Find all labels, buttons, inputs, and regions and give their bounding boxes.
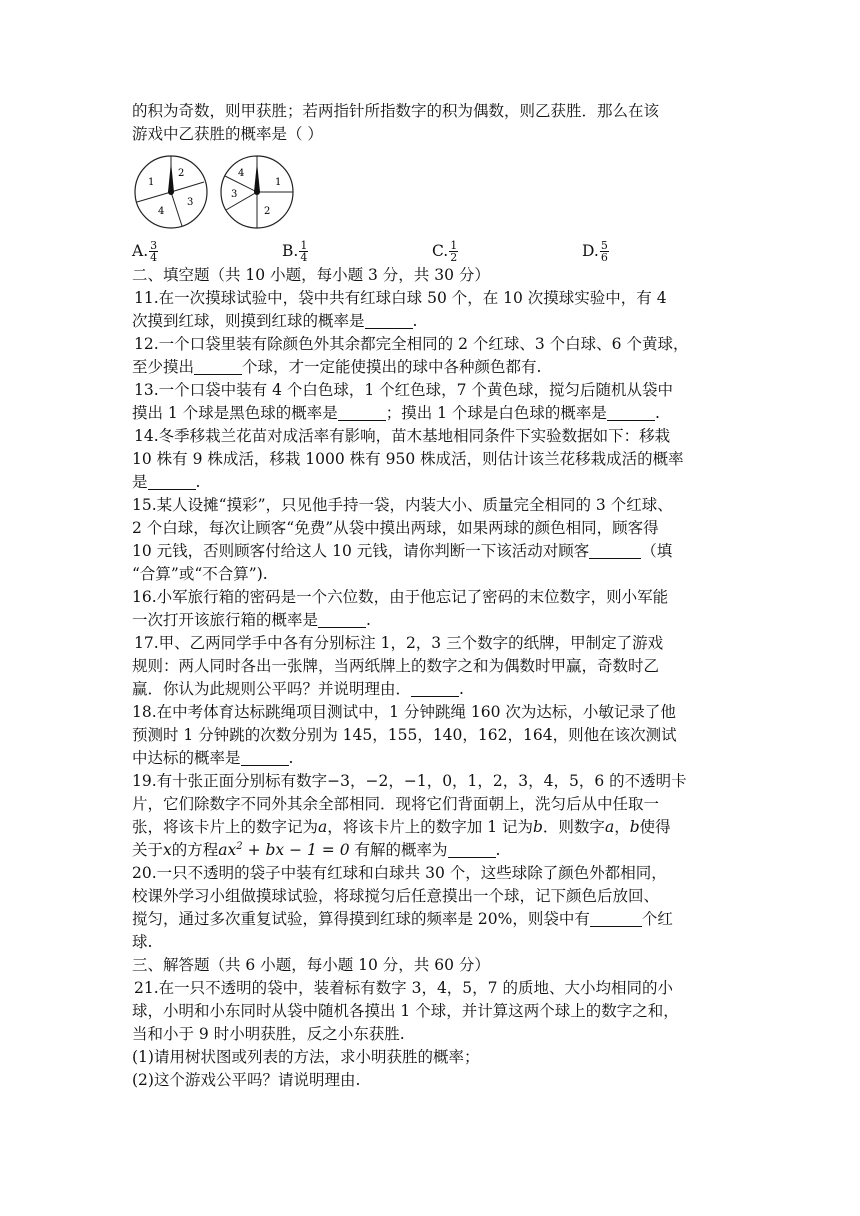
q13-text2: ；摸出 1 个球是白色球的概率是 <box>385 404 607 422</box>
q14-text: 是 <box>132 473 148 491</box>
q19-end: . <box>495 841 501 859</box>
q20-line3 <box>132 908 732 931</box>
option-d-num: 5 <box>600 238 608 252</box>
option-a-fraction <box>149 240 158 263</box>
option-d <box>582 240 732 263</box>
q17-blank <box>411 679 459 697</box>
q15-line4: “合算”或“不合算”). <box>132 565 268 583</box>
q11-blank <box>365 311 413 329</box>
spinner-2 <box>218 152 296 230</box>
option-c-den: 2 <box>450 250 458 264</box>
option-b-fraction <box>299 240 308 263</box>
option-b-letter: B. <box>282 241 299 260</box>
q10-options <box>132 238 732 264</box>
q18-line1: 18.在中考体育达标跳绳项目测试中，1 分钟跳绳 160 次为达标，小敏记录了他 <box>132 703 676 721</box>
q20-line1: 20.一只不透明的袋子中装有红球和白球共 30 个，这些球除了颜色外都相同， <box>132 864 667 882</box>
q15-blank <box>589 541 641 559</box>
q14-line2: 10 株有 9 株成活，移栽 1000 株有 950 株成活，则估计该兰花移栽成活的概率 <box>132 450 684 468</box>
q21-line3: 当和小于 9 时小明获胜，反之小东获胜. <box>132 1025 405 1043</box>
q14-blank <box>148 472 196 490</box>
spinner1-label-4: 4 <box>158 206 165 217</box>
q15-text: 10 元钱，否则顾客付给这人 10 元钱，请你判断一下该活动对顾客 <box>132 542 590 560</box>
q18-text: 中达标的概率是 <box>132 749 241 767</box>
q13-blank-1 <box>338 403 386 421</box>
option-c-num: 1 <box>450 238 458 252</box>
q14-line3 <box>132 471 732 494</box>
option-d-den: 6 <box>600 250 608 264</box>
q15-line3 <box>132 540 732 563</box>
q17-end: . <box>459 680 464 698</box>
q18-blank <box>241 748 289 766</box>
spinner2-label-4: 4 <box>238 168 245 179</box>
spinner2-label-2: 2 <box>264 206 271 217</box>
option-a-num: 3 <box>150 238 158 252</box>
q17-line2: 规则：两人同时各出一张牌，当两纸牌上的数字之和为偶数时甲赢，奇数时乙 <box>132 657 660 675</box>
option-a <box>132 240 282 263</box>
q11-line1: 11.在一次摸球试验中，袋中共有红球白球 50 个，在 10 次摸球实验中，有 4 <box>134 289 667 307</box>
spinner2-label-3: 3 <box>231 189 238 200</box>
q19-text1: 张，将该卡片上的数字记为 <box>132 818 319 836</box>
exam-page <box>132 100 732 1092</box>
option-a-den: 4 <box>150 250 158 264</box>
q14-end: . <box>195 473 201 491</box>
q20-line4: 球. <box>132 933 153 951</box>
q19-eq-ax: ax <box>218 841 237 859</box>
option-c-letter: C. <box>432 241 449 260</box>
spinner1-label-1: 1 <box>148 177 155 188</box>
q13-line2 <box>132 402 732 425</box>
q15-fill-hint: （填 <box>641 542 673 560</box>
q13-blank-2 <box>607 403 655 421</box>
q19-text4: 使得 <box>639 818 671 836</box>
q19-var-x: x <box>163 841 172 859</box>
spinner2-label-1: 1 <box>275 177 282 188</box>
spinner1-label-3: 3 <box>187 197 194 208</box>
q19-line3 <box>132 816 732 839</box>
section-2-heading: 二、填空题（共 10 小题，每小题 3 分，共 30 分） <box>132 266 490 284</box>
q15-line2: 2 个白球，每次让顾客“免费”从袋中摸出两球，如果两球的颜色相同，顾客得 <box>132 519 659 537</box>
spinner-1 <box>132 152 210 230</box>
option-a-letter: A. <box>132 241 149 260</box>
q12-text: 至少摸出 <box>132 358 195 376</box>
q20-blank <box>590 909 642 927</box>
q21-line1: 21.在一只不透明的袋中，装着标有数字 3，4，5，7 的质地、大小均相同的小 <box>134 979 673 997</box>
q20-text2: 个红 <box>641 910 673 928</box>
q20-line2: 校课外学习小组做摸球试验，将球搅匀后任意摸出一个球，记下颜色后放回、 <box>132 887 660 905</box>
q16-blank <box>318 610 366 628</box>
spinner-figures <box>132 152 732 234</box>
q18-end: . <box>288 749 294 767</box>
q19-line2: 片，它们除数字不同外其余全部相同．现将它们背面朝上，洗匀后从中任取一 <box>132 795 660 813</box>
q19-eq-rest: + bx − 1 = 0 <box>242 841 350 859</box>
q13-line1: 13.一个口袋中装有 4 个白色球，1 个红色球，7 个黄色球，搅匀后随机从袋中 <box>134 381 673 399</box>
q19-text6: 的方程 <box>171 841 219 859</box>
q13-text1: 摸出 1 个球是黑色球的概率是 <box>132 404 338 422</box>
q16-line2 <box>132 609 732 632</box>
q19-eq-exp: 2 <box>236 840 243 852</box>
option-d-letter: D. <box>582 241 599 260</box>
q11-end: . <box>412 312 418 330</box>
q19-var-a: a <box>318 818 328 836</box>
q21-part2: (2)这个游戏公平吗？请说明理由. <box>132 1071 361 1089</box>
q17-line1: 17.甲、乙两同学手中各有分别标注 1，2，3 三个数字的纸牌，甲制定了游戏 <box>134 634 664 652</box>
q16-text: 一次打开该旅行箱的概率是 <box>132 611 319 629</box>
option-b <box>282 240 432 263</box>
q19-text5: 关于 <box>132 841 164 859</box>
q16-line1: 16.小军旅行箱的密码是一个六位数，由于他忘记了密码的末位数字，则小军能 <box>132 588 669 606</box>
q11-text: 次摸到红球，则摸到红球的概率是 <box>132 312 365 330</box>
q20-text: 搅匀，通过多次重复试验，算得摸到红球的频率是 20%，则袋中有 <box>132 910 590 928</box>
q12-line1: 12.一个口袋里装有除颜色外其余都完全相同的 2 个红球、3 个白球、6 个黄球， <box>134 335 689 353</box>
q17-line3 <box>132 678 732 701</box>
q14-line1: 14.冬季移栽兰花苗对成活率有影响，苗木基地相同条件下实验数据如下：移栽 <box>134 427 671 445</box>
q19-var-b-2: b <box>629 818 640 836</box>
section-3-heading: 三、解答题（共 6 小题，每小题 10 分，共 60 分） <box>132 956 490 974</box>
q10-stem-line1: 的积为奇数，则甲获胜；若两指针所指数字的积为偶数，则乙获胜．那么在该 <box>132 102 660 120</box>
q11-line2 <box>132 310 732 333</box>
q19-equation <box>218 841 349 859</box>
q19-var-b: b <box>532 818 543 836</box>
option-b-den: 4 <box>300 250 308 264</box>
q21-part1: (1)请用树状图或列表的方法，求小明获胜的概率； <box>132 1048 480 1066</box>
option-d-fraction <box>600 240 609 263</box>
q19-text2: ，将该卡片上的数字加 1 记为 <box>327 818 533 836</box>
q19-line4 <box>132 839 732 862</box>
q19-blank <box>448 840 496 858</box>
q12-blank <box>194 357 242 375</box>
spinner1-label-2: 2 <box>178 168 185 179</box>
q13-end: . <box>654 404 660 422</box>
q21-line2: 球，小明和小东同时从袋中随机各摸出 1 个球，并计算这两个球上的数字之和， <box>132 1002 679 1020</box>
q19-text7: 有解的概率为 <box>349 841 448 859</box>
q18-line2: 预测时 1 分钟跳的次数分别为 145，155，140，162，164，则他在该次测试 <box>132 726 677 744</box>
q19-comma: ， <box>614 818 630 836</box>
q19-var-a-2: a <box>604 818 615 836</box>
q19-line1: 19.有十张正面分别标有数字−3，−2，−1，0，1，2，3，4，5，6 的不透明卡 <box>132 772 687 790</box>
q15-line1: 15.某人设摊“摸彩”，只见他手持一袋，内装大小、质量完全相同的 3 个红球、 <box>132 496 673 514</box>
option-c <box>432 240 582 263</box>
option-c-fraction <box>449 240 458 263</box>
q12-line2 <box>132 356 732 379</box>
option-b-num: 1 <box>300 238 308 252</box>
q12-end: 个球，才一定能使摸出的球中各种颜色都有. <box>242 358 542 376</box>
q19-text3: ．则数字 <box>542 818 605 836</box>
q16-end: . <box>366 611 371 629</box>
q17-text: 赢．你认为此规则公平吗？并说明理由． <box>132 680 412 698</box>
q10-stem-line2: 游戏中乙获胜的概率是（ ） <box>132 125 323 143</box>
q18-line3 <box>132 747 732 770</box>
